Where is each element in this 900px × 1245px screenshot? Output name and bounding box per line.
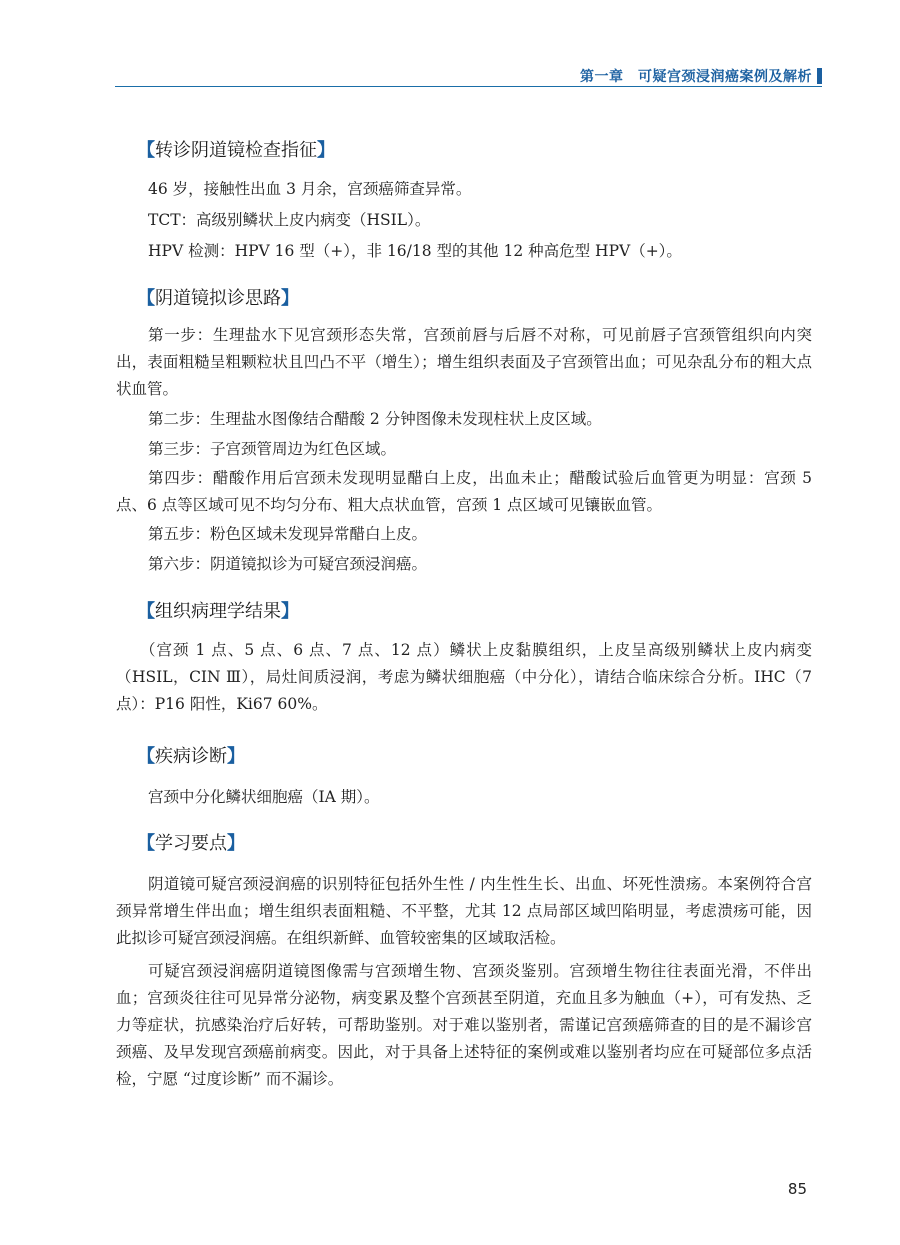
approach-step-3: 第三步：子宫颈管周边为红色区域。 <box>148 440 397 458</box>
keypoints-paragraph-2: 可疑宫颈浸润癌阴道镜图像需与宫颈增生物、宫颈炎鉴别。宫颈增生物往往表面光滑，不伴出血；宫颈炎往往可见异常分泌物，病变累及整个宫颈甚至阴道，充血且多为触血（+），可有发热、乏力等症状，抗感染治疗后好转，可帮助鉴别。对于难以鉴别者，需谨记宫颈癌筛查的目的是不漏诊宫颈癌、及早发现宫颈癌前病变。因此，对于具备上述特征的案例或难以鉴别者均应在可疑部位多点活检，宁愿 “过度诊断” 而不漏诊。 <box>116 962 812 1088</box>
page-number: 85 <box>787 1180 807 1198</box>
section-title-approach: 【阴道镜拟诊思路】 <box>137 288 299 309</box>
pathology-text: （宫颈 1 点、5 点、6 点、7 点、12 点）鳞状上皮黏膜组织，上皮呈高级别鳞状上皮内病变（HSIL，CIN Ⅲ），局灶间质浸润，考虑为鳞状细胞癌（中分化），请结合临床综合分析。IHC（7 点）：P16 阳性，Ki67 60%。 <box>116 641 812 713</box>
approach-step-1: 第一步：生理盐水下见宫颈形态失常，宫颈前唇与后唇不对称，可见前唇子宫颈管组织向内突出，表面粗糙呈粗颗粒状且凹凸不平（增生）；增生组织表面及子宫颈管出血；可见杂乱分布的粗大点状血管。 <box>116 326 812 398</box>
section-title-text: 转诊阴道镜检查指征 <box>155 140 317 161</box>
section-title-text: 疾病诊断 <box>155 746 227 767</box>
section-title-text: 学习要点 <box>155 833 227 854</box>
section-title-pathology: 【组织病理学结果】 <box>137 601 299 622</box>
approach-step-4: 第四步：醋酸作用后宫颈未发现明显醋白上皮，出血未止；醋酸试验后血管更为明显：宫颈 5 点、6 点等区域可见不均匀分布、粗大点状血管，宫颈 1 点区域可见镶嵌血管。 <box>116 469 812 514</box>
referral-line: TCT：高级别鳞状上皮内病变（HSIL）。 <box>148 211 431 229</box>
section-title-text: 组织病理学结果 <box>155 601 281 622</box>
section-title-referral: 【转诊阴道镜检查指征】 <box>137 140 335 161</box>
section-title-diagnosis: 【疾病诊断】 <box>137 746 245 767</box>
diagnosis-text: 宫颈中分化鳞状细胞癌（ⅠA 期）。 <box>148 788 380 806</box>
section-title-keypoints: 【学习要点】 <box>137 833 245 854</box>
approach-step-6: 第六步：阴道镜拟诊为可疑宫颈浸润癌。 <box>148 555 428 573</box>
keypoints-paragraph-1: 阴道镜可疑宫颈浸润癌的识别特征包括外生性 / 内生性生长、出血、坏死性溃疡。本案例符合宫颈异常增生伴出血；增生组织表面粗糙、不平整，尤其 12 点局部区域凹陷明显，考虑溃疡可能，因此拟诊可疑宫颈浸润癌。在组织新鲜、血管较密集的区域取活检。 <box>116 875 812 947</box>
section-title-text: 阴道镜拟诊思路 <box>155 288 281 309</box>
approach-step-5: 第五步：粉色区域未发现异常醋白上皮。 <box>148 525 428 543</box>
referral-line: 46 岁，接触性出血 3 月余，宫颈癌筛查异常。 <box>148 180 472 198</box>
chapter-title: 第一章 可疑宫颈浸润癌案例及解析 <box>580 69 812 85</box>
approach-step-2: 第二步：生理盐水图像结合醋酸 2 分钟图像未发现柱状上皮区域。 <box>148 410 602 428</box>
referral-line: HPV 检测：HPV 16 型（+），非 16/18 型的其他 12 种高危型 HPV（+）。 <box>148 242 682 260</box>
